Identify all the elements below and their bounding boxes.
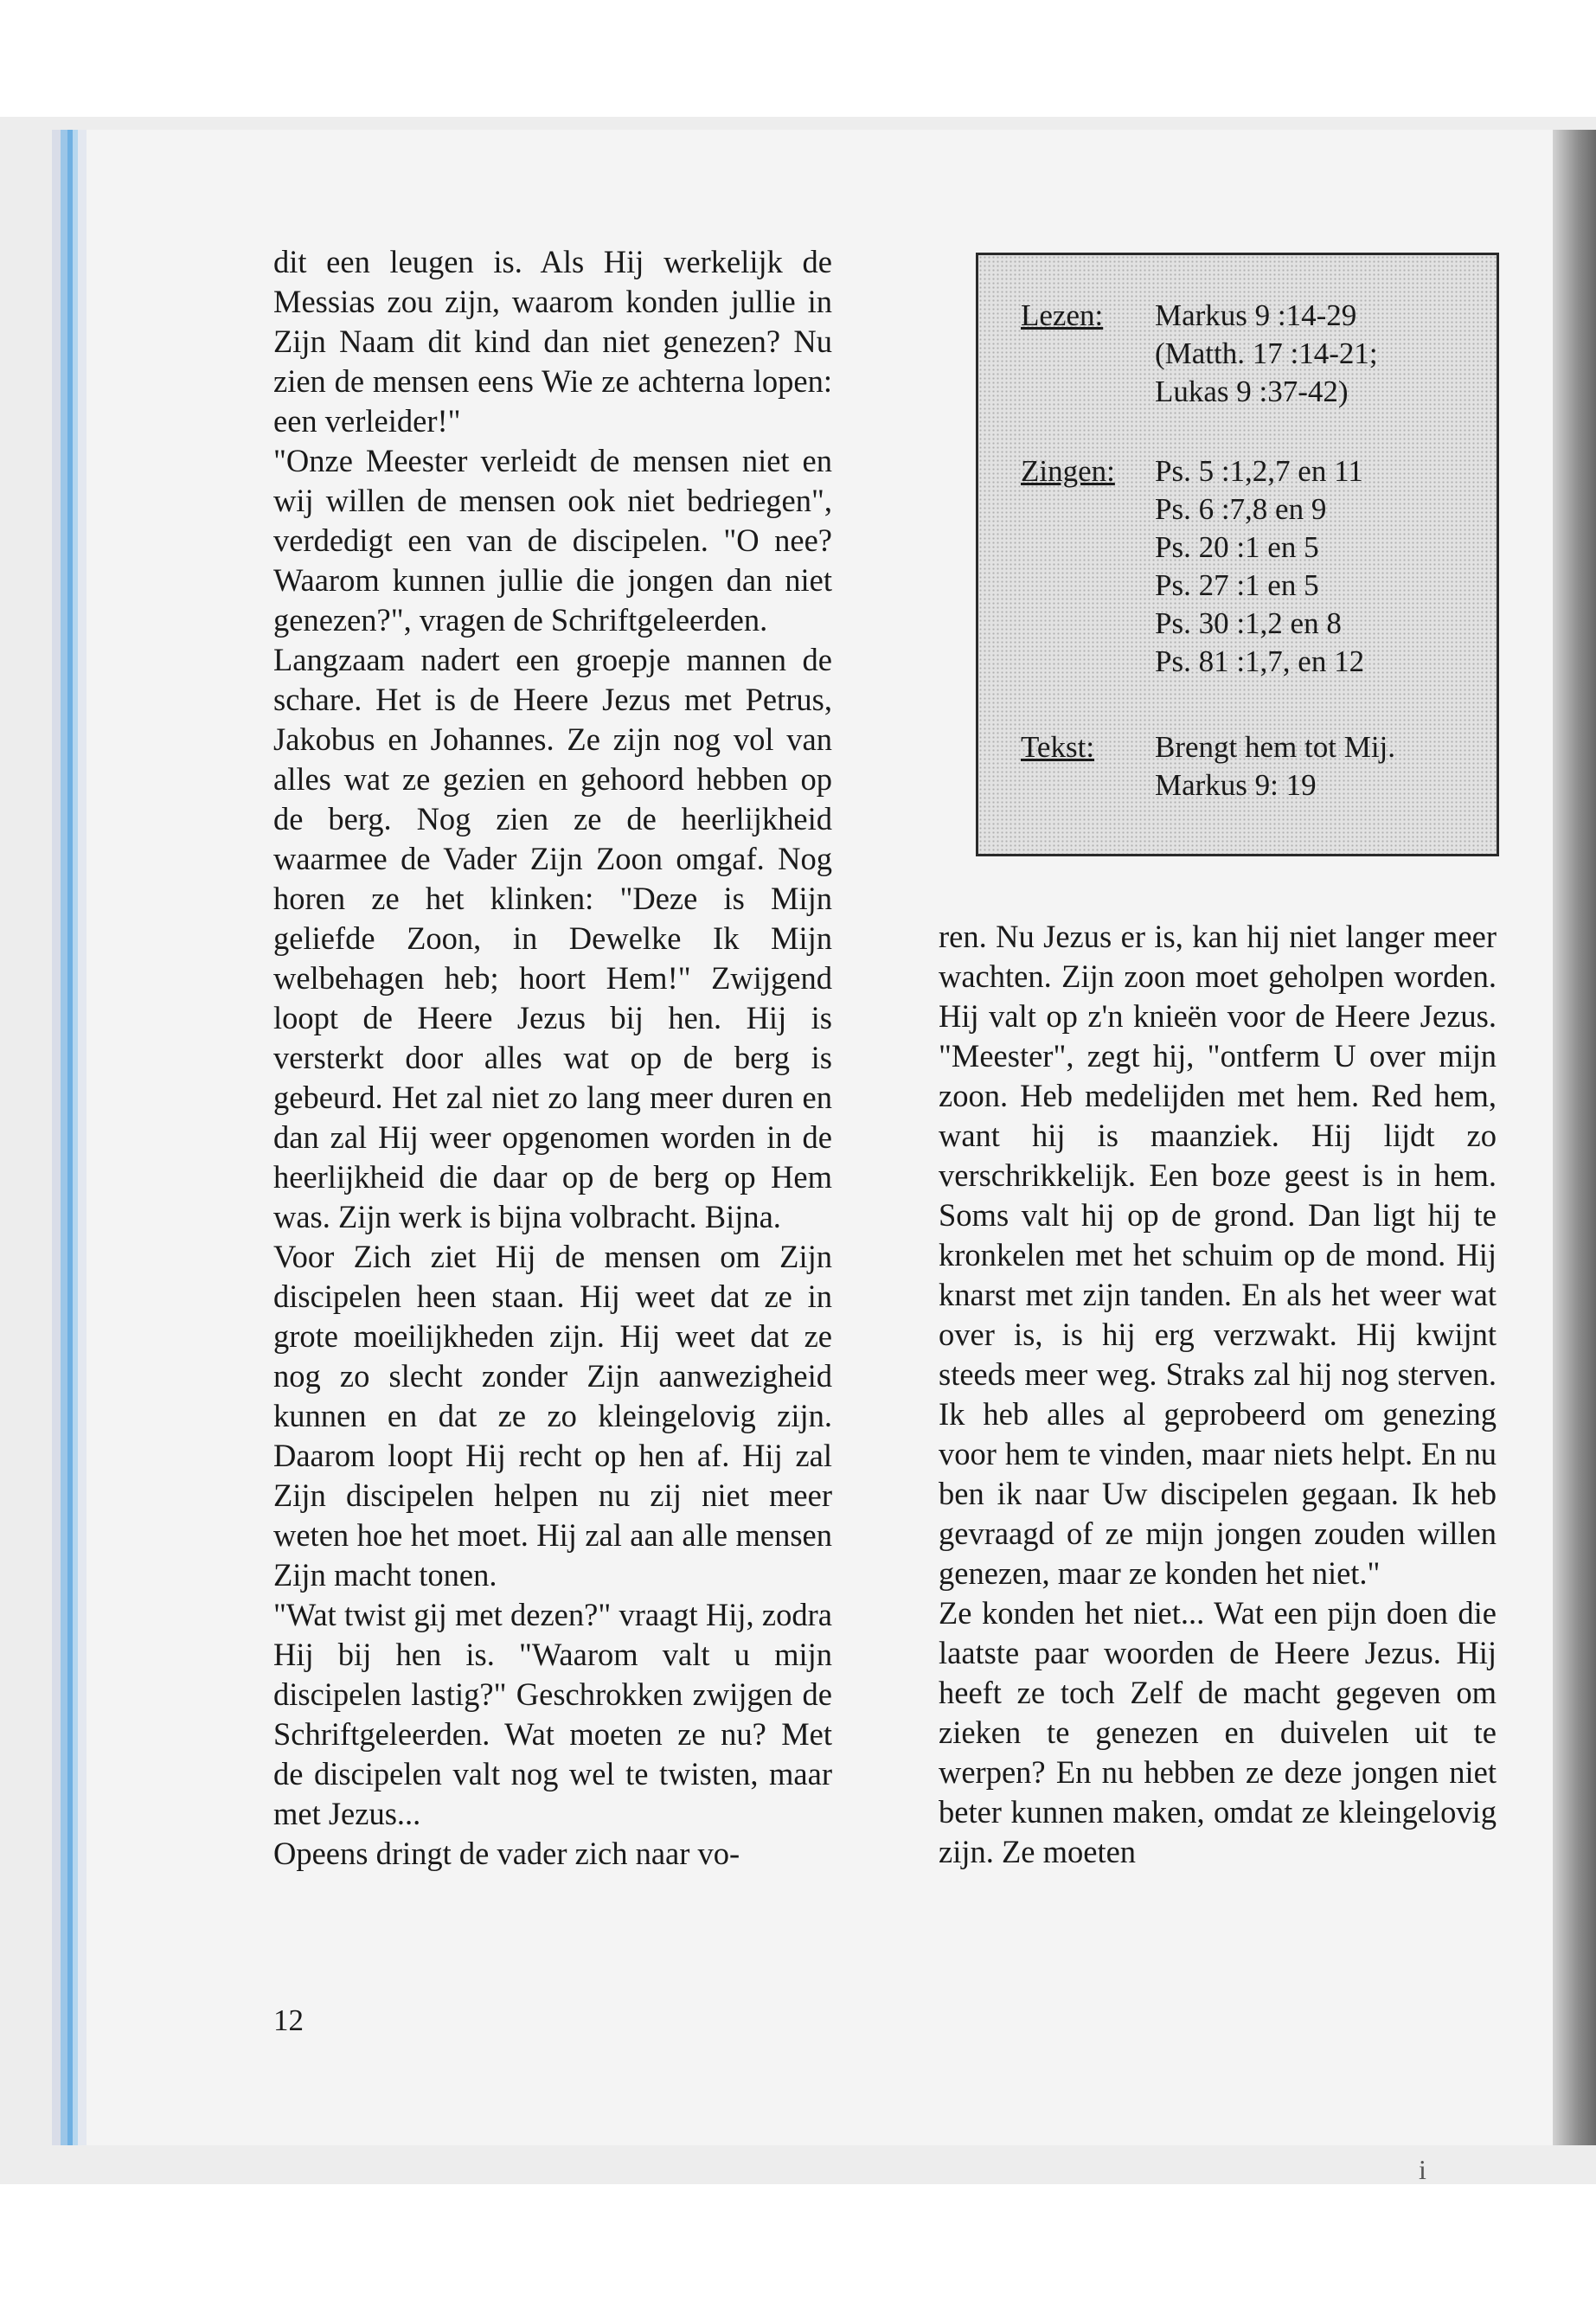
zingen-line: Ps. 20 :1 en 5 [1155,530,1319,564]
zingen-line: Ps. 6 :7,8 en 9 [1155,492,1327,526]
paragraph: Langzaam nadert een groepje mannen de schare. Het is de Heere Jezus met Petrus, Jakobus en Johannes. Ze zijn nog vol van alles wat ze gezien en gehoord hebben op de berg. Nog zien ze de heerlijkheid waarmee de Vader Zijn Zoon omgaf. Nog horen ze het klinken: "Deze is Mijn geliefde Zoon, in Dewelke Ik Mijn welbehagen heb; hoort Hem!" Zwijgend loopt de Heere Jezus bij hen. Hij is versterkt door alles wat op de berg is gebeurd. Het zal niet zo lang meer duren en dan zal Hij weer opgenomen worden in de heerlijkheid die daar op de berg op Hem was. Zijn werk is bijna volbracht. Bijna. [273,642,832,1234]
tekst-lines [1155,728,1395,804]
lezen-line: Markus 9 :14-29 [1155,298,1357,332]
zingen-label: Zingen: [1021,454,1115,488]
paragraph: Ze konden het niet... Wat een pijn doen die laatste paar woorden de Heere Jezus. Hij heeft ze toch Zelf de macht gegeven om zieken te genezen en duivelen uit te werpen? En nu hebben ze deze jongen niet beter kunnen maken, omdat ze kleingelovig zijn. Ze moeten [939,1595,1497,1869]
paragraph: ren. Nu Jezus er is, kan hij niet langer meer wachten. Zijn zoon moet geholpen worden. Hij valt op z'n knieën voor de Heere Jezus. "Meester", zegt hij, "ontferm U over mijn zoon. Heb medelijden met hem. Red hem, want hij is maanziek. Hij lijdt zo verschrikkelijk. Een boze geest is in hem. Soms valt hij op de grond. Dan ligt hij te kronkelen met het schuim op de mond. Hij knarst met zijn tanden. En als het weer wat over is, is hij erg verzwakt. Hij kwijnt steeds meer weg. Straks zal hij nog sterven. Ik heb alles al geprobeerd om genezing voor hem te vinden, maar niets helpt. En nu ben ik naar Uw discipelen gegaan. Ik heb gevraagd of ze mijn jongen zouden willen genezen, maar ze konden het niet." [939,919,1497,1591]
tekst-label: Tekst: [1021,730,1095,764]
lezen-lines [1155,297,1378,411]
lezen-line: Lukas 9 :37-42) [1155,375,1349,408]
book-spine-shadow [1553,130,1596,2145]
paragraph: "Onze Meester verleidt de mensen niet en wij willen de mensen ook niet bedriegen", verdedigt een van de discipelen. "O nee? Waarom kunnen jullie die jongen dan niet genezen?", vragen de Schriftgeleerden. [273,443,832,638]
page-edge-stripe [78,130,87,2145]
paragraph: "Wat twist gij met dezen?" vraagt Hij, zodra Hij bij hen is. "Waarom valt u mijn discipelen lastig?" Geschrokken zwijgen de Schriftgeleerden. Wat moeten ze nu? Met de discipelen valt nog wel te twisten, maar met Jezus... [273,1597,832,1831]
zingen-line: Ps. 27 :1 en 5 [1155,568,1319,602]
right-text-column [939,917,1497,1872]
page-edge-stripe [52,130,61,2145]
tekst-row [1021,728,1395,804]
gutter-mark: i [1419,2154,1426,2185]
paragraph: Voor Zich ziet Hij de mensen om Zijn discipelen heen staan. Hij weet dat ze in grote moeilijkheden zijn. Hij weet dat ze nog zo slecht zonder Zijn aanwezigheid kunnen en dat ze zo kleingelovig zijn. Daarom loopt Hij recht op hen af. Hij zal Zijn discipelen helpen nu zij niet meer weten hoe het moet. Hij zal aan alle mensen Zijn macht tonen. [273,1239,832,1593]
lezen-label: Lezen: [1021,298,1104,332]
page-number: 12 [273,2003,304,2037]
zingen-line: Ps. 81 :1,7, en 12 [1155,644,1365,678]
zingen-line: Ps. 5 :1,2,7 en 11 [1155,454,1363,488]
reading-info-box [976,253,1499,856]
lezen-row [1021,297,1378,411]
page-edge-stripe [61,130,67,2145]
paragraph: Opeens dringt de vader zich naar vo- [273,1836,740,1871]
lezen-line: (Matth. 17 :14-21; [1155,336,1378,370]
zingen-line: Ps. 30 :1,2 en 8 [1155,606,1342,640]
left-text-column [273,242,832,1874]
zingen-row [1021,452,1364,681]
paragraph: dit een leugen is. Als Hij werkelijk de Messias zou zijn, waarom konden jullie in Zijn Naam dit kind dan niet genezen? Nu zien de mensen eens Wie ze achterna lopen: een verleider!" [273,244,832,439]
tekst-line: Brengt hem tot Mij. [1155,730,1396,764]
tekst-line: Markus 9: 19 [1155,768,1317,802]
zingen-lines [1155,452,1364,681]
